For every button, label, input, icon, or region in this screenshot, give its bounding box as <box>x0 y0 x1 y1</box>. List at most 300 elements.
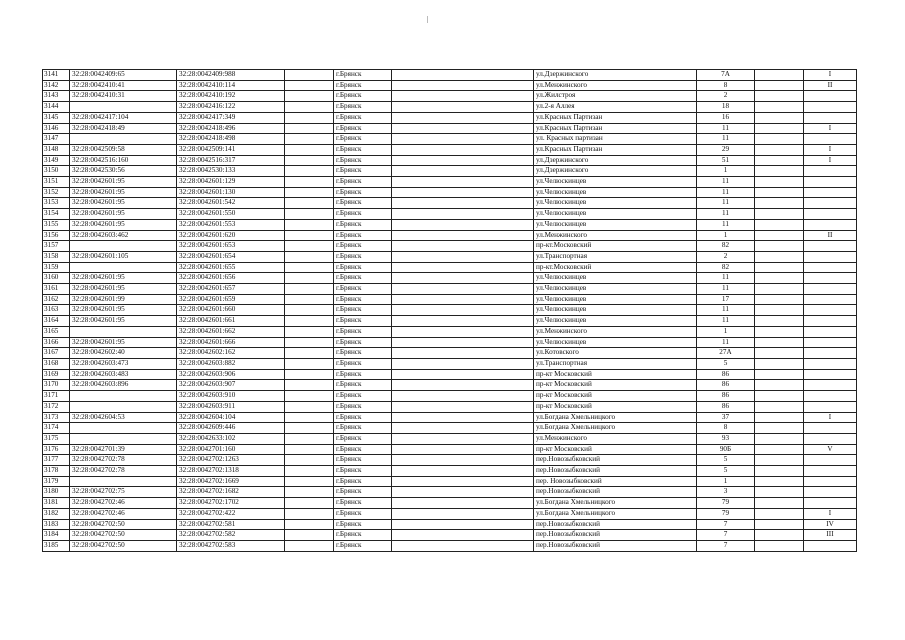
street-cell: ул.2-я Аллея <box>534 102 697 113</box>
street-cell: пр-кт Московский <box>534 369 697 380</box>
street-cell: ул.Менжинского <box>534 326 697 337</box>
parent-cadastral-number-cell: 32:28:0042601:95 <box>70 273 177 284</box>
street-cell: ул.Челюскинцев <box>534 198 697 209</box>
row-number-cell: 3160 <box>43 273 70 284</box>
empty-cell <box>285 337 334 348</box>
house-number-cell: 1 <box>697 230 755 241</box>
city-cell: г.Брянск <box>334 508 392 519</box>
cadastral-number-cell: 32:28:0042409:988 <box>177 70 285 81</box>
city-cell: г.Брянск <box>334 177 392 188</box>
table-row <box>43 230 857 241</box>
parent-cadastral-number-cell: 32:28:0042603:896 <box>70 380 177 391</box>
table-row <box>43 273 857 284</box>
empty-cell <box>392 540 534 551</box>
house-number-cell: 11 <box>697 337 755 348</box>
table-row <box>43 412 857 423</box>
empty-cell <box>755 455 804 466</box>
parent-cadastral-number-cell: 32:28:0042702:46 <box>70 498 177 509</box>
city-cell: г.Брянск <box>334 466 392 477</box>
premises-number-cell <box>804 134 857 145</box>
empty-cell <box>755 230 804 241</box>
empty-cell <box>755 423 804 434</box>
cadastral-number-cell: 32:28:0042509:141 <box>177 144 285 155</box>
table-row <box>43 70 857 81</box>
cadastral-number-cell: 32:28:0042702:581 <box>177 519 285 530</box>
empty-cell <box>285 284 334 295</box>
premises-number-cell: I <box>804 508 857 519</box>
parent-cadastral-number-cell: 32:28:0042603:483 <box>70 369 177 380</box>
empty-cell <box>392 166 534 177</box>
street-cell: пр-кт Московский <box>534 401 697 412</box>
empty-cell <box>755 198 804 209</box>
table-row <box>43 305 857 316</box>
parent-cadastral-number-cell: 32:28:0042601:95 <box>70 284 177 295</box>
cadastral-number-cell: 32:28:0042701:160 <box>177 444 285 455</box>
house-number-cell: 11 <box>697 219 755 230</box>
parent-cadastral-number-cell: 32:28:0042601:95 <box>70 209 177 220</box>
house-number-cell: 82 <box>697 262 755 273</box>
table-row <box>43 508 857 519</box>
empty-cell <box>755 177 804 188</box>
premises-number-cell <box>804 198 857 209</box>
cadastral-number-cell: 32:28:0042601:661 <box>177 316 285 327</box>
cadastral-number-cell: 32:28:0042702:422 <box>177 508 285 519</box>
empty-cell <box>755 123 804 134</box>
empty-cell <box>285 209 334 220</box>
table-row <box>43 316 857 327</box>
premises-number-cell <box>804 476 857 487</box>
parent-cadastral-number-cell: 32:28:0042409:65 <box>70 70 177 81</box>
empty-cell <box>392 401 534 412</box>
cadastral-number-cell: 32:28:0042633:102 <box>177 433 285 444</box>
empty-cell <box>285 487 334 498</box>
premises-number-cell <box>804 401 857 412</box>
empty-cell <box>755 305 804 316</box>
premises-number-cell <box>804 187 857 198</box>
house-number-cell: 8 <box>697 423 755 434</box>
house-number-cell: 18 <box>697 102 755 113</box>
empty-cell <box>285 316 334 327</box>
city-cell: г.Брянск <box>334 80 392 91</box>
table-row <box>43 102 857 113</box>
empty-cell <box>285 540 334 551</box>
empty-cell <box>755 262 804 273</box>
house-number-cell: 5 <box>697 358 755 369</box>
row-number-cell: 3156 <box>43 230 70 241</box>
table-row <box>43 369 857 380</box>
cadastral-number-cell: 32:28:0042603:906 <box>177 369 285 380</box>
table-row <box>43 80 857 91</box>
empty-cell <box>392 112 534 123</box>
house-number-cell: 5 <box>697 466 755 477</box>
empty-cell <box>285 305 334 316</box>
empty-cell <box>285 358 334 369</box>
empty-cell <box>285 91 334 102</box>
city-cell: г.Брянск <box>334 91 392 102</box>
city-cell: г.Брянск <box>334 348 392 359</box>
row-number-cell: 3162 <box>43 294 70 305</box>
table-row <box>43 144 857 155</box>
street-cell: ул.Челюскинцев <box>534 337 697 348</box>
empty-cell <box>755 70 804 81</box>
empty-cell <box>392 177 534 188</box>
empty-cell <box>392 241 534 252</box>
empty-cell <box>755 508 804 519</box>
city-cell: г.Брянск <box>334 241 392 252</box>
street-cell: ул.Дзержинского <box>534 155 697 166</box>
row-number-cell: 3171 <box>43 391 70 402</box>
empty-cell <box>755 134 804 145</box>
table-row <box>43 241 857 252</box>
table-row <box>43 540 857 551</box>
house-number-cell: 86 <box>697 369 755 380</box>
row-number-cell: 3142 <box>43 80 70 91</box>
row-number-cell: 3165 <box>43 326 70 337</box>
city-cell: г.Брянск <box>334 380 392 391</box>
parent-cadastral-number-cell <box>70 401 177 412</box>
premises-number-cell <box>804 209 857 220</box>
empty-cell <box>285 519 334 530</box>
empty-cell <box>285 251 334 262</box>
street-cell: ул.Челюскинцев <box>534 219 697 230</box>
empty-cell <box>755 337 804 348</box>
parent-cadastral-number-cell: 32:28:0042601:95 <box>70 198 177 209</box>
empty-cell <box>755 241 804 252</box>
city-cell: г.Брянск <box>334 230 392 241</box>
street-cell: пер.Новозыбковский <box>534 519 697 530</box>
empty-cell <box>392 380 534 391</box>
empty-cell <box>392 498 534 509</box>
parent-cadastral-number-cell: 32:28:0042701:39 <box>70 444 177 455</box>
row-number-cell: 3158 <box>43 251 70 262</box>
city-cell: г.Брянск <box>334 134 392 145</box>
city-cell: г.Брянск <box>334 284 392 295</box>
street-cell: ул. Красных партизан <box>534 134 697 145</box>
row-number-cell: 3177 <box>43 455 70 466</box>
house-number-cell: 79 <box>697 508 755 519</box>
empty-cell <box>285 187 334 198</box>
table-row <box>43 358 857 369</box>
parent-cadastral-number-cell: 32:28:0042601:95 <box>70 177 177 188</box>
parent-cadastral-number-cell: 32:28:0042601:95 <box>70 187 177 198</box>
cadastral-number-cell: 32:28:0042603:882 <box>177 358 285 369</box>
empty-cell <box>285 219 334 230</box>
parent-cadastral-number-cell: 32:28:0042410:31 <box>70 91 177 102</box>
empty-cell <box>755 316 804 327</box>
house-number-cell: 11 <box>697 123 755 134</box>
street-cell: ул.Челюскинцев <box>534 187 697 198</box>
parent-cadastral-number-cell <box>70 102 177 113</box>
empty-cell <box>392 530 534 541</box>
premises-number-cell <box>804 262 857 273</box>
empty-cell <box>392 155 534 166</box>
row-number-cell: 3147 <box>43 134 70 145</box>
empty-cell <box>392 144 534 155</box>
row-number-cell: 3166 <box>43 337 70 348</box>
cadastral-number-cell: 32:28:0042601:659 <box>177 294 285 305</box>
street-cell: ул.Красных Партизан <box>534 112 697 123</box>
cadastral-number-cell: 32:28:0042602:162 <box>177 348 285 359</box>
empty-cell <box>392 476 534 487</box>
premises-number-cell <box>804 241 857 252</box>
table-row <box>43 91 857 102</box>
empty-cell <box>285 273 334 284</box>
premises-number-cell <box>804 498 857 509</box>
house-number-cell: 11 <box>697 134 755 145</box>
house-number-cell: 27А <box>697 348 755 359</box>
row-number-cell: 3178 <box>43 466 70 477</box>
row-number-cell: 3181 <box>43 498 70 509</box>
premises-number-cell <box>804 369 857 380</box>
parent-cadastral-number-cell: 32:28:0042603:462 <box>70 230 177 241</box>
row-number-cell: 3145 <box>43 112 70 123</box>
city-cell: г.Брянск <box>334 412 392 423</box>
table-row <box>43 284 857 295</box>
table-row <box>43 187 857 198</box>
empty-cell <box>285 262 334 273</box>
street-cell: ул.Челюскинцев <box>534 177 697 188</box>
house-number-cell: 90Б <box>697 444 755 455</box>
city-cell: г.Брянск <box>334 219 392 230</box>
row-number-cell: 3180 <box>43 487 70 498</box>
house-number-cell: 11 <box>697 284 755 295</box>
row-number-cell: 3163 <box>43 305 70 316</box>
empty-cell <box>392 508 534 519</box>
house-number-cell: 3 <box>697 487 755 498</box>
empty-cell <box>755 487 804 498</box>
table-row <box>43 423 857 434</box>
empty-cell <box>755 209 804 220</box>
city-cell: г.Брянск <box>334 144 392 155</box>
house-number-cell: 11 <box>697 209 755 220</box>
empty-cell <box>755 433 804 444</box>
street-cell: ул.Менжинского <box>534 433 697 444</box>
empty-cell <box>755 155 804 166</box>
empty-cell <box>392 326 534 337</box>
premises-number-cell <box>804 305 857 316</box>
row-number-cell: 3172 <box>43 401 70 412</box>
row-number-cell: 3168 <box>43 358 70 369</box>
empty-cell <box>392 369 534 380</box>
parent-cadastral-number-cell: 32:28:0042516:160 <box>70 155 177 166</box>
parent-cadastral-number-cell: 32:28:0042702:50 <box>70 540 177 551</box>
cadastral-number-cell: 32:28:0042601:550 <box>177 209 285 220</box>
empty-cell <box>285 433 334 444</box>
parent-cadastral-number-cell: 32:28:0042702:75 <box>70 487 177 498</box>
row-number-cell: 3185 <box>43 540 70 551</box>
street-cell: пер.Новозыбковский <box>534 530 697 541</box>
empty-cell <box>285 530 334 541</box>
city-cell: г.Брянск <box>334 251 392 262</box>
premises-number-cell <box>804 391 857 402</box>
house-number-cell: 5 <box>697 455 755 466</box>
empty-cell <box>285 401 334 412</box>
empty-cell <box>392 316 534 327</box>
row-number-cell: 3143 <box>43 91 70 102</box>
cadastral-number-cell: 32:28:0042601:129 <box>177 177 285 188</box>
city-cell: г.Брянск <box>334 433 392 444</box>
table-row <box>43 219 857 230</box>
cadastral-number-cell: 32:28:0042601:657 <box>177 284 285 295</box>
parent-cadastral-number-cell: 32:28:0042702:46 <box>70 508 177 519</box>
street-cell: пер.Новозыбковский <box>534 455 697 466</box>
empty-cell <box>392 305 534 316</box>
cadastral-number-cell: 32:28:0042530:133 <box>177 166 285 177</box>
row-number-cell: 3173 <box>43 412 70 423</box>
table-row <box>43 177 857 188</box>
table-row <box>43 348 857 359</box>
parent-cadastral-number-cell: 32:28:0042509:58 <box>70 144 177 155</box>
empty-cell <box>285 391 334 402</box>
empty-cell <box>392 198 534 209</box>
parent-cadastral-number-cell <box>70 423 177 434</box>
parent-cadastral-number-cell: 32:28:0042601:95 <box>70 305 177 316</box>
street-cell: ул.Менжинского <box>534 80 697 91</box>
table-row <box>43 519 857 530</box>
street-cell: пер. Новозыбковский <box>534 476 697 487</box>
row-number-cell: 3159 <box>43 262 70 273</box>
street-cell: пр-кт.Московский <box>534 262 697 273</box>
cadastral-number-cell: 32:28:0042702:1702 <box>177 498 285 509</box>
row-number-cell: 3155 <box>43 219 70 230</box>
empty-cell <box>285 508 334 519</box>
premises-number-cell: I <box>804 412 857 423</box>
city-cell: г.Брянск <box>334 444 392 455</box>
empty-cell <box>392 209 534 220</box>
street-cell: ул.Челюскинцев <box>534 284 697 295</box>
street-cell: пр-кт Московский <box>534 444 697 455</box>
house-number-cell: 2 <box>697 91 755 102</box>
house-number-cell: 11 <box>697 273 755 284</box>
row-number-cell: 3157 <box>43 241 70 252</box>
table-row <box>43 455 857 466</box>
table-row <box>43 401 857 412</box>
parent-cadastral-number-cell: 32:28:0042601:95 <box>70 316 177 327</box>
house-number-cell: 11 <box>697 177 755 188</box>
empty-cell <box>285 498 334 509</box>
house-number-cell: 1 <box>697 166 755 177</box>
street-cell: пр-кт.Московский <box>534 241 697 252</box>
empty-cell <box>755 391 804 402</box>
empty-cell <box>392 123 534 134</box>
street-cell: пер.Новозыбковский <box>534 466 697 477</box>
street-cell: ул.Транспортная <box>534 358 697 369</box>
house-number-cell: 86 <box>697 391 755 402</box>
empty-cell <box>755 498 804 509</box>
table-row <box>43 123 857 134</box>
parent-cadastral-number-cell: 32:28:0042601:105 <box>70 251 177 262</box>
premises-number-cell <box>804 294 857 305</box>
premises-number-cell <box>804 337 857 348</box>
city-cell: г.Брянск <box>334 455 392 466</box>
table-row <box>43 294 857 305</box>
house-number-cell: 86 <box>697 380 755 391</box>
house-number-cell: 11 <box>697 316 755 327</box>
table-row <box>43 380 857 391</box>
empty-cell <box>392 466 534 477</box>
cadastral-number-cell: 32:28:0042601:130 <box>177 187 285 198</box>
parent-cadastral-number-cell <box>70 476 177 487</box>
cadastral-number-cell: 32:28:0042603:907 <box>177 380 285 391</box>
cadastral-number-cell: 32:28:0042601:666 <box>177 337 285 348</box>
empty-cell <box>755 102 804 113</box>
street-cell: ул.Жилстроя <box>534 91 697 102</box>
table-row <box>43 391 857 402</box>
table-row <box>43 251 857 262</box>
empty-cell <box>285 134 334 145</box>
city-cell: г.Брянск <box>334 391 392 402</box>
cadastral-number-cell: 32:28:0042601:553 <box>177 219 285 230</box>
row-number-cell: 3183 <box>43 519 70 530</box>
empty-cell <box>392 91 534 102</box>
empty-cell <box>392 219 534 230</box>
parent-cadastral-number-cell: 32:28:0042417:104 <box>70 112 177 123</box>
table-body <box>43 70 857 552</box>
cadastral-number-cell: 32:28:0042410:192 <box>177 91 285 102</box>
premises-number-cell: I <box>804 70 857 81</box>
empty-cell <box>392 294 534 305</box>
table-row <box>43 155 857 166</box>
street-cell: ул.Красных Партизан <box>534 123 697 134</box>
empty-cell <box>285 466 334 477</box>
premises-number-cell <box>804 316 857 327</box>
table-row <box>43 530 857 541</box>
empty-cell <box>392 102 534 113</box>
premises-number-cell: I <box>804 123 857 134</box>
city-cell: г.Брянск <box>334 326 392 337</box>
empty-cell <box>285 198 334 209</box>
cadastral-number-cell: 32:28:0042702:582 <box>177 530 285 541</box>
city-cell: г.Брянск <box>334 316 392 327</box>
street-cell: ул.Челюскинцев <box>534 316 697 327</box>
table-row <box>43 476 857 487</box>
row-number-cell: 3176 <box>43 444 70 455</box>
street-cell: ул.Богдана Хмельницкого <box>534 423 697 434</box>
table-row <box>43 498 857 509</box>
empty-cell <box>755 219 804 230</box>
premises-number-cell <box>804 540 857 551</box>
city-cell: г.Брянск <box>334 337 392 348</box>
street-cell: ул.Челюскинцев <box>534 209 697 220</box>
table-row <box>43 134 857 145</box>
city-cell: г.Брянск <box>334 369 392 380</box>
street-cell: ул.Красных Партизан <box>534 144 697 155</box>
city-cell: г.Брянск <box>334 476 392 487</box>
city-cell: г.Брянск <box>334 112 392 123</box>
parent-cadastral-number-cell: 32:28:0042602:40 <box>70 348 177 359</box>
cadastral-number-cell: 32:28:0042601:653 <box>177 241 285 252</box>
empty-cell <box>755 466 804 477</box>
city-cell: г.Брянск <box>334 155 392 166</box>
cadastral-number-cell: 32:28:0042601:542 <box>177 198 285 209</box>
empty-cell <box>285 230 334 241</box>
empty-cell <box>285 380 334 391</box>
empty-cell <box>392 70 534 81</box>
cadastral-number-cell: 32:28:0042418:496 <box>177 123 285 134</box>
house-number-cell: 17 <box>697 294 755 305</box>
empty-cell <box>755 412 804 423</box>
cadastral-number-cell: 32:28:0042516:317 <box>177 155 285 166</box>
city-cell: г.Брянск <box>334 401 392 412</box>
street-cell: пр-кт Московский <box>534 391 697 402</box>
street-cell: ул.Челюскинцев <box>534 305 697 316</box>
house-number-cell: 79 <box>697 498 755 509</box>
house-number-cell: 1 <box>697 326 755 337</box>
empty-cell <box>755 187 804 198</box>
empty-cell <box>285 155 334 166</box>
house-number-cell: 11 <box>697 305 755 316</box>
empty-cell <box>285 476 334 487</box>
